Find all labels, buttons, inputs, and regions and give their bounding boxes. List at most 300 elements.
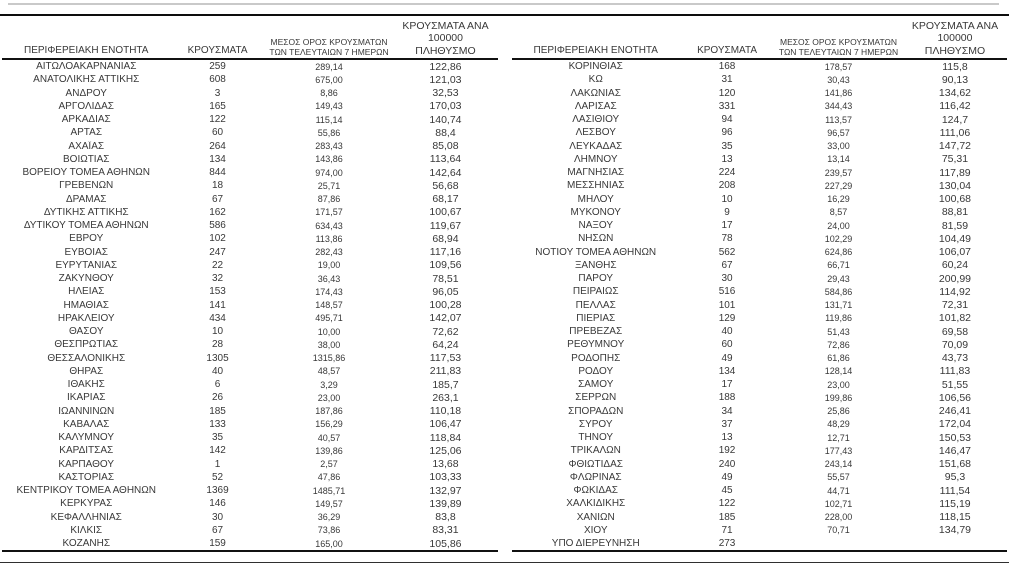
table-row bbox=[512, 524, 1008, 537]
table-row bbox=[512, 206, 1008, 219]
table-row bbox=[2, 431, 498, 444]
avg7-cell: 624,86 bbox=[824, 247, 853, 258]
cases-cell: 28 bbox=[211, 339, 224, 351]
avg7-cell: 61,86 bbox=[827, 353, 850, 364]
table-row bbox=[2, 444, 498, 457]
per100k-cell: 115,8 bbox=[942, 60, 968, 73]
avg7-cell: 44,71 bbox=[827, 485, 850, 496]
cases-cell: 240 bbox=[718, 458, 736, 470]
cases-cell: 224 bbox=[718, 167, 736, 179]
table-header-row bbox=[512, 20, 1008, 60]
table-row bbox=[512, 391, 1008, 404]
table-row bbox=[512, 444, 1008, 457]
region-cell: ΛΕΥΚΑΔΑΣ bbox=[569, 140, 623, 152]
table-row bbox=[2, 87, 498, 100]
per100k-cell: 134,79 bbox=[938, 524, 972, 537]
per100k-cell: 172,04 bbox=[938, 418, 972, 431]
cases-cell: 273 bbox=[718, 538, 736, 550]
per100k-cell: 83,31 bbox=[432, 524, 459, 537]
region-cell: ΠΕΛΛΑΣ bbox=[575, 299, 616, 311]
cases-cell: 1 bbox=[214, 458, 221, 470]
table-row bbox=[2, 458, 498, 471]
cases-cell: 13 bbox=[721, 153, 733, 165]
per100k-cell: 117,16 bbox=[429, 246, 462, 259]
table-row bbox=[2, 537, 498, 550]
cases-cell: 32 bbox=[211, 273, 224, 285]
region-cell: ΔΥΤΙΚΟΥ ΤΟΜΕΑ ΑΘΗΝΩΝ bbox=[23, 220, 149, 232]
cases-cell: 35 bbox=[721, 140, 733, 152]
cases-cell: 13 bbox=[721, 432, 733, 444]
region-cell: ΤΡΙΚΑΛΩΝ bbox=[570, 445, 621, 457]
region-cell: ΔΡΑΜΑΣ bbox=[66, 193, 107, 205]
cases-cell: 40 bbox=[211, 365, 224, 377]
cases-cell: 516 bbox=[718, 286, 736, 298]
cases-cell: 1369 bbox=[206, 485, 229, 497]
avg7-cell: 228,00 bbox=[824, 512, 853, 523]
region-cell: ΗΡΑΚΛΕΙΟΥ bbox=[57, 312, 115, 324]
per100k-cell: 68,94 bbox=[432, 232, 459, 245]
cases-cell: 37 bbox=[721, 418, 733, 430]
table-row bbox=[2, 312, 498, 325]
region-cell: ΕΒΡΟΥ bbox=[69, 233, 104, 245]
per100k-cell: 111,54 bbox=[939, 484, 971, 497]
region-cell: ΡΕΘΥΜΝΟΥ bbox=[567, 339, 625, 351]
avg7-cell: 148,57 bbox=[315, 300, 343, 311]
per100k-cell: 134,62 bbox=[938, 87, 972, 100]
region-cell: ΧΑΝΙΩΝ bbox=[576, 511, 615, 523]
table-row bbox=[512, 312, 1008, 325]
column-header-per100k-line1: ΚΡΟΥΣΜΑΤΑ ΑΝΑ 100000 bbox=[402, 19, 489, 45]
region-cell: ΙΚΑΡΙΑΣ bbox=[67, 392, 106, 404]
table-row bbox=[2, 484, 498, 497]
table-body-right bbox=[512, 60, 1008, 552]
region-cell: ΚΕΦΑΛΛΗΝΙΑΣ bbox=[50, 511, 122, 523]
table-row bbox=[512, 272, 1008, 285]
per100k-cell: 142,64 bbox=[429, 166, 462, 179]
per100k-cell: 90,13 bbox=[941, 73, 969, 86]
avg7-cell: 47,86 bbox=[317, 472, 341, 483]
column-header-per100k bbox=[393, 20, 497, 57]
per100k-cell: 124,7 bbox=[941, 113, 969, 126]
region-cell: ΚΑΡΔΙΤΣΑΣ bbox=[59, 445, 114, 457]
per100k-cell: 211,83 bbox=[429, 365, 462, 378]
region-cell: ΚΕΡΚΥΡΑΣ bbox=[60, 498, 113, 510]
region-cell: ΡΟΔΟΥ bbox=[578, 365, 614, 377]
cases-cell: 562 bbox=[718, 246, 736, 258]
avg7-cell: 72,86 bbox=[827, 339, 850, 350]
table-row bbox=[512, 232, 1008, 245]
region-cell: ΥΠΟ ΔΙΕΡΕΥΝΗΣΗ bbox=[551, 538, 640, 550]
cases-cell: 168 bbox=[718, 61, 736, 73]
per100k-cell: 83,8 bbox=[435, 511, 456, 524]
avg7-cell: 113,86 bbox=[315, 233, 343, 244]
cases-cell: 67 bbox=[211, 524, 224, 536]
per100k-cell: 78,51 bbox=[432, 272, 459, 285]
per100k-cell: 100,68 bbox=[938, 193, 972, 206]
per100k-cell: 106,56 bbox=[938, 391, 972, 404]
cases-cell: 188 bbox=[718, 392, 736, 404]
avg7-cell: 165,00 bbox=[315, 538, 343, 549]
avg7-cell: 156,29 bbox=[315, 419, 343, 430]
avg7-cell: 30,43 bbox=[827, 74, 850, 85]
table-row bbox=[512, 484, 1008, 497]
region-cell: ΗΛΕΙΑΣ bbox=[68, 286, 105, 298]
region-cell: ΣΠΟΡΑΔΩΝ bbox=[568, 405, 624, 417]
table-row bbox=[512, 113, 1008, 126]
per100k-cell: 139,89 bbox=[429, 497, 462, 510]
region-cell: ΒΟΙΩΤΙΑΣ bbox=[63, 153, 110, 165]
table-row bbox=[2, 126, 498, 139]
cases-cell: 134 bbox=[718, 365, 736, 377]
table-row bbox=[512, 140, 1008, 153]
per100k-cell: 263,1 bbox=[432, 391, 459, 404]
cases-cell: 608 bbox=[209, 74, 226, 86]
cases-cell: 40 bbox=[721, 326, 733, 338]
per100k-cell: 246,41 bbox=[938, 405, 972, 418]
per100k-cell: 68,17 bbox=[432, 193, 459, 206]
avg7-cell: 174,43 bbox=[315, 286, 343, 297]
region-cell: ΜΥΚΟΝΟΥ bbox=[570, 206, 621, 218]
table-row bbox=[512, 259, 1008, 272]
region-cell: ΠΙΕΡΙΑΣ bbox=[576, 312, 616, 324]
region-cell: ΣΕΡΡΩΝ bbox=[575, 392, 617, 404]
table-row bbox=[2, 259, 498, 272]
region-cell: ΗΜΑΘΙΑΣ bbox=[63, 299, 109, 311]
region-cell: ΛΑΡΙΣΑΣ bbox=[574, 100, 617, 112]
cases-cell: 146 bbox=[209, 498, 226, 510]
avg7-cell: 1315,86 bbox=[312, 353, 346, 364]
per100k-cell: 140,74 bbox=[429, 113, 462, 126]
per100k-cell: 72,62 bbox=[432, 325, 459, 338]
per100k-cell: 70,09 bbox=[941, 338, 969, 351]
avg7-cell: 19,00 bbox=[317, 260, 341, 271]
avg7-cell: 3,29 bbox=[320, 379, 338, 390]
region-cell: ΛΗΜΝΟΥ bbox=[573, 153, 618, 165]
cases-cell: 1305 bbox=[206, 352, 229, 364]
per100k-cell: 88,81 bbox=[941, 206, 969, 219]
region-cell: ΚΟΡΙΝΘΙΑΣ bbox=[568, 61, 623, 73]
table-right-panel bbox=[512, 20, 1008, 552]
avg7-cell: 87,86 bbox=[317, 194, 341, 205]
table-row bbox=[2, 140, 498, 153]
avg7-cell: 8,57 bbox=[829, 207, 848, 218]
table-row bbox=[512, 537, 1008, 550]
cases-cell: 102 bbox=[209, 233, 226, 245]
per100k-cell: 110,18 bbox=[429, 405, 462, 418]
avg7-cell: 51,43 bbox=[827, 326, 850, 337]
table-row bbox=[2, 497, 498, 510]
region-cell: ΧΙΟΥ bbox=[583, 524, 608, 536]
column-header-cases: ΚΡΟΥΣΜΑΤΑ bbox=[187, 45, 248, 57]
cases-cell: 264 bbox=[209, 140, 226, 152]
per100k-cell: 100,67 bbox=[429, 206, 462, 219]
table-body-left bbox=[2, 60, 498, 552]
avg7-cell: 38,00 bbox=[317, 339, 341, 350]
per100k-cell: 103,33 bbox=[429, 471, 462, 484]
region-cell: ΑΡΚΑΔΙΑΣ bbox=[61, 114, 111, 126]
table-row bbox=[512, 471, 1008, 484]
region-cell: ΦΛΩΡΙΝΑΣ bbox=[569, 471, 622, 483]
avg7-cell: 33,00 bbox=[827, 141, 850, 152]
avg7-cell: 495,71 bbox=[315, 313, 343, 324]
region-cell: ΚΟΖΑΝΗΣ bbox=[62, 538, 110, 550]
per100k-cell: 117,89 bbox=[939, 166, 971, 179]
column-header-per100k bbox=[903, 20, 1007, 57]
table-row bbox=[2, 100, 498, 113]
per100k-cell: 132,97 bbox=[429, 484, 462, 497]
table-row bbox=[2, 153, 498, 166]
table-row bbox=[512, 511, 1008, 524]
per100k-cell: 105,86 bbox=[429, 537, 462, 550]
region-cell: ΕΥΡΥΤΑΝΙΑΣ bbox=[55, 259, 118, 271]
avg7-cell: 102,71 bbox=[824, 498, 853, 509]
avg7-cell: 115,14 bbox=[315, 114, 343, 125]
table-header-row bbox=[2, 20, 498, 60]
cases-cell: 159 bbox=[209, 538, 226, 550]
region-cell: ΚΑΡΠΑΘΟΥ bbox=[58, 458, 115, 470]
cases-cell: 22 bbox=[211, 259, 224, 271]
per100k-cell: 75,31 bbox=[941, 153, 969, 166]
region-cell: ΧΑΛΚΙΔΙΚΗΣ bbox=[566, 498, 626, 510]
avg7-cell: 25,71 bbox=[317, 180, 341, 191]
per100k-cell: 111,83 bbox=[939, 365, 971, 378]
per100k-cell: 96,05 bbox=[432, 285, 459, 298]
region-cell: ΖΑΚΥΝΘΟΥ bbox=[58, 273, 114, 285]
avg7-cell: 634,43 bbox=[315, 220, 343, 231]
region-cell: ΓΡΕΒΕΝΩΝ bbox=[59, 180, 114, 192]
per100k-cell: 32,53 bbox=[432, 87, 459, 100]
avg7-cell: 1485,71 bbox=[312, 485, 346, 496]
table-row bbox=[2, 232, 498, 245]
region-cell: ΣΑΜΟΥ bbox=[578, 379, 614, 391]
avg7-cell: 131,71 bbox=[824, 300, 853, 311]
top-gray-divider bbox=[8, 3, 999, 5]
cases-cell: 844 bbox=[209, 167, 226, 179]
cases-cell: 31 bbox=[721, 74, 733, 86]
region-cell: ΛΑΚΩΝΙΑΣ bbox=[570, 87, 621, 99]
per100k-cell: 114,92 bbox=[939, 285, 971, 298]
region-cell: ΜΗΛΟΥ bbox=[577, 193, 614, 205]
avg7-cell: 143,86 bbox=[315, 154, 343, 165]
cases-cell: 94 bbox=[721, 114, 733, 126]
region-cell: ΘΑΣΟΥ bbox=[68, 326, 104, 338]
avg7-cell: 96,57 bbox=[827, 127, 850, 138]
table-row bbox=[2, 325, 498, 338]
per100k-cell: 113,64 bbox=[429, 153, 462, 166]
cases-cell: 49 bbox=[721, 352, 733, 364]
table-row bbox=[512, 166, 1008, 179]
cases-cell: 17 bbox=[721, 220, 733, 232]
avg7-cell: 102,29 bbox=[824, 233, 853, 244]
table-row bbox=[512, 285, 1008, 298]
cases-cell: 60 bbox=[721, 339, 733, 351]
region-cell: ΦΘΙΩΤΙΔΑΣ bbox=[568, 458, 623, 470]
table-row bbox=[512, 126, 1008, 139]
table-row bbox=[2, 524, 498, 537]
avg7-cell: 36,43 bbox=[317, 273, 341, 284]
avg7-cell: 139,86 bbox=[315, 445, 343, 456]
table-row bbox=[2, 179, 498, 192]
region-cell: ΕΥΒΟΙΑΣ bbox=[64, 246, 108, 258]
table-row bbox=[512, 219, 1008, 232]
column-header-region: ΠΕΡΙΦΕΡΕΙΑΚΗ ΕΝΟΤΗΤΑ bbox=[533, 45, 658, 57]
table-row bbox=[2, 391, 498, 404]
region-cell: ΝΗΣΩΝ bbox=[578, 233, 614, 245]
region-cell: ΑΝΑΤΟΛΙΚΗΣ ΑΤΤΙΚΗΣ bbox=[33, 74, 140, 86]
cases-cell: 185 bbox=[209, 405, 226, 417]
avg7-cell: 23,00 bbox=[317, 392, 341, 403]
cases-cell: 185 bbox=[718, 511, 736, 523]
column-header-avg7-line2: ΤΩΝ ΤΕΛΕΥΤΑΙΩΝ 7 ΗΜΕΡΩΝ bbox=[269, 46, 389, 57]
cases-cell: 10 bbox=[211, 326, 224, 338]
avg7-cell: 48,29 bbox=[827, 419, 850, 430]
cases-cell: 49 bbox=[721, 471, 733, 483]
avg7-cell: 149,57 bbox=[315, 498, 343, 509]
table-row bbox=[512, 179, 1008, 192]
table-row bbox=[512, 352, 1008, 365]
table-row bbox=[2, 73, 498, 86]
cases-cell: 165 bbox=[209, 100, 226, 112]
table-row bbox=[2, 206, 498, 219]
table-row bbox=[2, 405, 498, 418]
bottom-thin-rule bbox=[0, 562, 1009, 563]
table-row bbox=[512, 153, 1008, 166]
per100k-cell: 81,59 bbox=[941, 219, 969, 232]
region-cell: ΔΥΤΙΚΗΣ ΑΤΤΙΚΗΣ bbox=[43, 206, 129, 218]
region-cell: ΛΕΣΒΟΥ bbox=[575, 127, 616, 139]
column-header-avg7-line1: ΜΕΣΟΣ ΟΡΟΣ ΚΡΟΥΣΜΑΤΩΝ bbox=[780, 36, 898, 47]
table-row bbox=[512, 497, 1008, 510]
region-cell: ΚΙΛΚΙΣ bbox=[70, 524, 103, 536]
cases-cell: 71 bbox=[721, 524, 733, 536]
avg7-cell: 40,57 bbox=[317, 432, 341, 443]
table-row bbox=[512, 60, 1008, 73]
table-row bbox=[2, 511, 498, 524]
column-header-per100k-line2: ΠΛΗΘΥΣΜΟ bbox=[924, 44, 986, 57]
per100k-cell: 147,72 bbox=[938, 140, 972, 153]
avg7-cell: 171,57 bbox=[315, 207, 343, 218]
region-cell: ΙΘΑΚΗΣ bbox=[67, 379, 105, 391]
table-row bbox=[2, 471, 498, 484]
avg7-cell: 29,43 bbox=[827, 273, 850, 284]
table-left-panel bbox=[2, 20, 498, 552]
region-cell: ΘΗΡΑΣ bbox=[69, 365, 104, 377]
cases-cell: 52 bbox=[211, 471, 224, 483]
avg7-cell: 119,86 bbox=[825, 313, 852, 324]
per100k-cell: 60,24 bbox=[941, 259, 969, 272]
region-cell: ΡΟΔΟΠΗΣ bbox=[571, 352, 621, 364]
region-cell: ΑΧΑΪΑΣ bbox=[68, 140, 105, 152]
avg7-cell: 66,71 bbox=[827, 260, 850, 271]
cases-cell: 162 bbox=[209, 206, 226, 218]
cases-cell: 34 bbox=[721, 405, 733, 417]
cases-cell: 120 bbox=[718, 87, 736, 99]
per100k-cell: 115,19 bbox=[939, 497, 971, 510]
table-row bbox=[512, 100, 1008, 113]
per100k-cell: 121,03 bbox=[429, 73, 462, 86]
region-cell: ΝΟΤΙΟΥ ΤΟΜΕΑ ΑΘΗΝΩΝ bbox=[535, 246, 657, 258]
table-row bbox=[512, 193, 1008, 206]
region-cell: ΦΩΚΙΔΑΣ bbox=[573, 485, 618, 497]
avg7-cell: 16,29 bbox=[827, 194, 850, 205]
avg7-cell: 23,00 bbox=[827, 379, 850, 390]
per100k-cell: 122,86 bbox=[429, 60, 462, 73]
table-row bbox=[512, 405, 1008, 418]
per100k-cell: 146,47 bbox=[938, 444, 972, 457]
per100k-cell: 185,7 bbox=[432, 378, 459, 391]
avg7-cell: 199,86 bbox=[824, 392, 853, 403]
per100k-cell: 117,53 bbox=[429, 352, 462, 365]
per100k-cell: 43,73 bbox=[941, 352, 969, 365]
per100k-cell: 151,68 bbox=[938, 458, 972, 471]
column-header-avg7 bbox=[265, 37, 394, 57]
avg7-cell: 344,43 bbox=[824, 101, 853, 112]
avg7-cell: 227,29 bbox=[824, 180, 853, 191]
region-cell: ΜΕΣΣΗΝΙΑΣ bbox=[567, 180, 625, 192]
column-header-per100k-line1: ΚΡΟΥΣΜΑΤΑ ΑΝΑ 100000 bbox=[911, 19, 999, 45]
per100k-cell: 64,24 bbox=[432, 338, 459, 351]
per100k-cell: 125,06 bbox=[429, 444, 462, 457]
per100k-cell: 13,68 bbox=[432, 458, 459, 471]
cases-cell: 259 bbox=[209, 61, 226, 73]
region-cell: ΚΑΒΑΛΑΣ bbox=[63, 418, 110, 430]
avg7-cell: 149,43 bbox=[315, 101, 343, 112]
region-cell: ΠΡΕΒΕΖΑΣ bbox=[569, 326, 623, 338]
cases-cell: 133 bbox=[209, 418, 226, 430]
cases-cell: 26 bbox=[211, 392, 224, 404]
per100k-cell: 111,06 bbox=[939, 126, 971, 139]
per100k-cell: 170,03 bbox=[429, 100, 462, 113]
region-cell: ΜΑΓΝΗΣΙΑΣ bbox=[567, 167, 625, 179]
avg7-cell: 584,86 bbox=[824, 286, 853, 297]
cases-cell: 96 bbox=[721, 127, 733, 139]
column-header-avg7-line2: ΤΩΝ ΤΕΛΕΥΤΑΙΩΝ 7 ΗΜΕΡΩΝ bbox=[778, 46, 899, 57]
table-row bbox=[2, 418, 498, 431]
cases-cell: 153 bbox=[209, 286, 226, 298]
region-cell: ΘΕΣΣΑΛΟΝΙΚΗΣ bbox=[47, 352, 126, 364]
region-cell: ΑΙΤΩΛΟΑΚΑΡΝΑΝΙΑΣ bbox=[36, 61, 137, 73]
table-row bbox=[512, 325, 1008, 338]
table-row bbox=[2, 246, 498, 259]
avg7-cell: 12,71 bbox=[827, 432, 850, 443]
table-row bbox=[512, 365, 1008, 378]
per100k-cell: 130,04 bbox=[938, 179, 972, 192]
region-cell: ΑΡΓΟΛΙΔΑΣ bbox=[58, 100, 114, 112]
cases-cell: 134 bbox=[209, 153, 226, 165]
avg7-cell: 8,86 bbox=[320, 88, 338, 99]
per100k-cell: 100,28 bbox=[429, 299, 462, 312]
per100k-cell: 95,3 bbox=[944, 471, 966, 484]
cases-cell: 9 bbox=[724, 206, 730, 218]
region-cell: ΚΑΛΥΜΝΟΥ bbox=[58, 432, 115, 444]
cases-cell: 122 bbox=[209, 114, 226, 126]
per100k-cell: 72,31 bbox=[941, 299, 969, 312]
avg7-cell: 113,57 bbox=[825, 114, 852, 125]
cases-cell: 30 bbox=[721, 273, 733, 285]
cases-cell: 122 bbox=[718, 498, 736, 510]
avg7-cell: 70,71 bbox=[827, 525, 850, 536]
cases-cell: 141 bbox=[209, 299, 226, 311]
avg7-cell: 13,14 bbox=[827, 154, 850, 165]
table-row bbox=[2, 352, 498, 365]
region-cell: ΚΑΣΤΟΡΙΑΣ bbox=[58, 471, 114, 483]
per100k-cell: 150,53 bbox=[938, 431, 972, 444]
avg7-cell: 974,00 bbox=[315, 167, 343, 178]
avg7-cell: 141,86 bbox=[824, 88, 853, 99]
column-header-cases: ΚΡΟΥΣΜΑΤΑ bbox=[697, 45, 758, 57]
cases-cell: 6 bbox=[214, 379, 221, 391]
table-row bbox=[2, 272, 498, 285]
